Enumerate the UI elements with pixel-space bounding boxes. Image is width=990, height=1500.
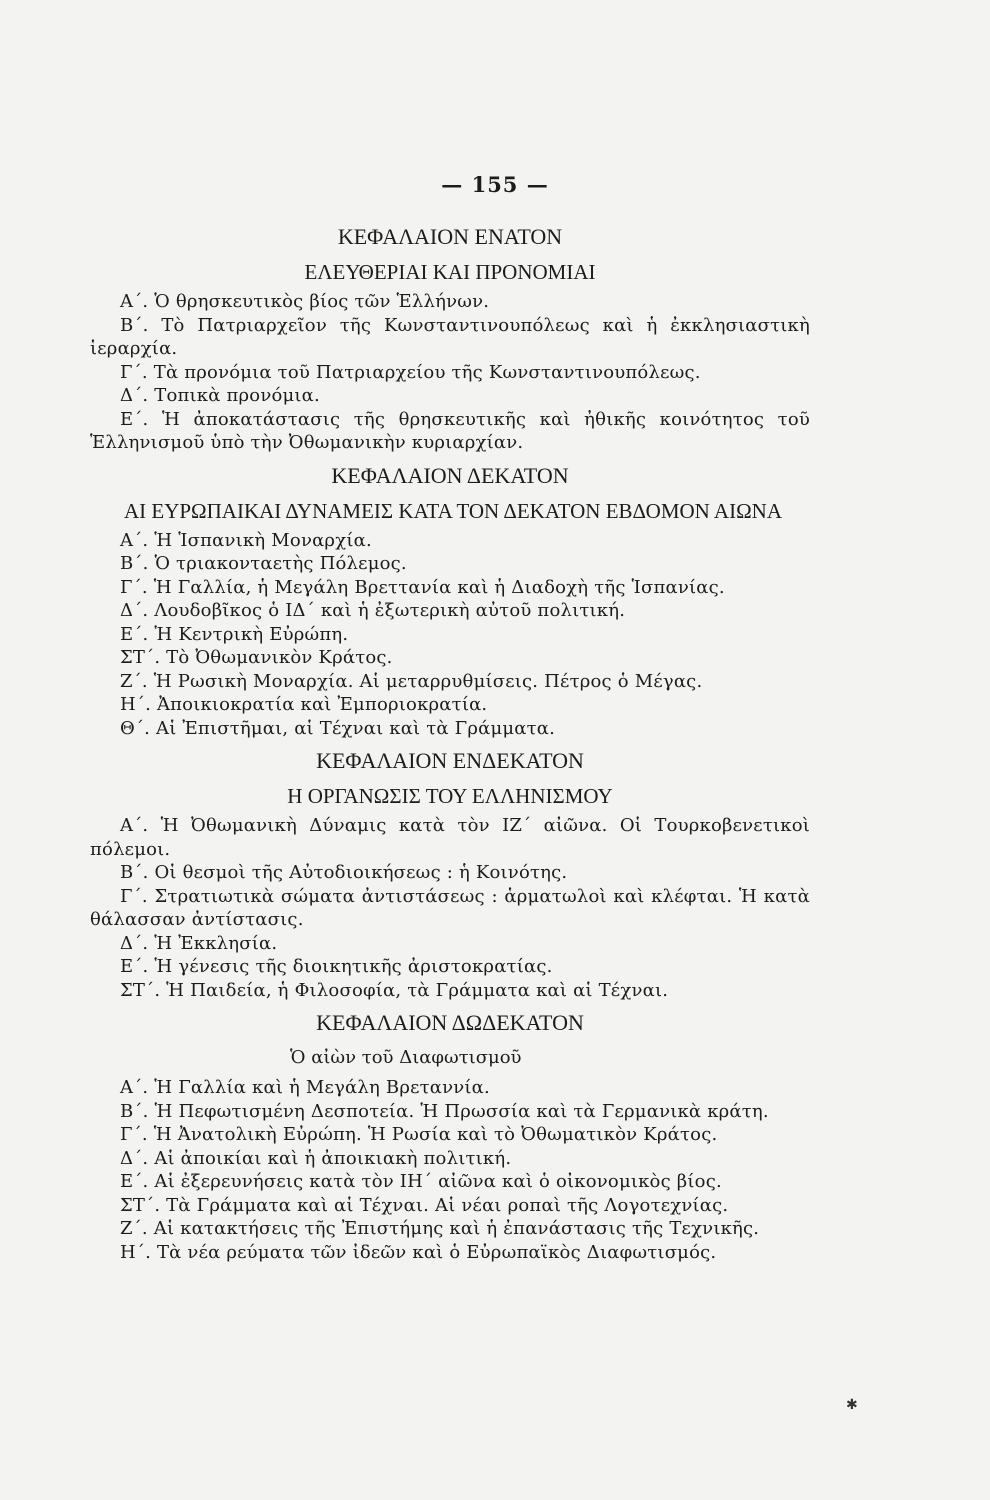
section-item: ΣΤ΄. Ἡ Παιδεία, ἡ Φιλοσοφία, τὰ Γράμματα καὶ αἱ Τέχναι.	[120, 979, 669, 1001]
chapter-9	[90, 222, 810, 455]
page-number: — 155 —	[441, 172, 549, 197]
section-item: Β΄. Οἱ θεσμοὶ τῆς Αὐτοδιοικήσεως : ἡ Κοινότης.	[120, 862, 568, 883]
section-item: Γ΄. Ἡ Γαλλία, ἡ Μεγάλη Βρεττανία καὶ ἡ Διαδοχὴ τῆς Ἱσπανίας.	[120, 576, 725, 598]
section-item: Ζ΄. Ἡ Ρωσικὴ Μοναρχία. Αἱ μεταρρυθμίσεις. Πέτρος ὁ Μέγας.	[120, 670, 703, 692]
section-item: Γ΄. Στρατιωτικὰ σώματα ἀντιστάσεως : ἁρματωλοὶ καὶ κλέφται. Ἡ κατὰ θάλασσαν ἀντίστασις.	[90, 885, 810, 930]
chapter-title: ΚΕΦΑΛΑΙΟΝ ΕΝΑΤΟΝ	[337, 224, 563, 249]
section-item: Θ΄. Αἱ Ἐπιστῆμαι, αἱ Τέχναι καὶ τὰ Γράμματα.	[120, 717, 556, 739]
section-item: Ε΄. Ἡ Κεντρικὴ Εὐρώπη.	[120, 623, 349, 645]
section-item: Γ΄. Ἡ Ἀνατολικὴ Εὐρώπη. Ἡ Ρωσία καὶ τὸ Ὀθωματικὸν Κράτος.	[120, 1124, 718, 1145]
section-item: Β΄. Ὁ τριακονταετὴς Πόλεμος.	[120, 553, 407, 574]
section-item: Δ΄. Αἱ ἀποικίαι καὶ ἡ ἀποικιακὴ πολιτική.	[120, 1147, 512, 1169]
chapter-title: ΚΕΦΑΛΑΙΟΝ ΔΕΚΑΤΟΝ	[331, 462, 569, 488]
chapter-subtitle: ΑΙ ΕΥΡΩΠΑΙΚΑΙ ΔΥΝΑΜΕΙΣ ΚΑΤΑ ΤΟΝ ΔΕΚΑΤΟΝ ΕΒΔΟΜΟΝ ΑΙΩΝΑ	[123, 498, 783, 523]
section-item: Η΄. Ἀποικιοκρατία καὶ Ἐμποριοκρατία.	[120, 694, 488, 715]
table-of-contents	[90, 222, 810, 1264]
section-item: Δ΄. Ἡ Ἐκκλησία.	[120, 932, 278, 954]
chapter-12	[90, 1008, 810, 1264]
section-item: ΣΤ΄. Τὸ Ὀθωμανικὸν Κράτος.	[120, 647, 393, 668]
section-item: ΣΤ΄. Τὰ Γράμματα καὶ αἱ Τέχναι. Αἱ νέαι ροπαὶ τῆς Λογοτεχνίας.	[120, 1194, 729, 1216]
section-item: Α΄. Ἡ Ἱσπανικὴ Μοναρχία.	[120, 529, 372, 551]
chapter-title: ΚΕΦΑΛΑΙΟΝ ΕΝΔΕΚΑΤΟΝ	[316, 748, 584, 773]
section-item: Δ΄. Τοπικὰ προνόμια.	[120, 385, 320, 406]
section-item: Α΄. Ὁ θρησκευτικὸς βίος τῶν Ἑλλήνων.	[120, 291, 490, 312]
section-item: Ζ΄. Αἱ κατακτήσεις τῆς Ἐπιστήμης καὶ ἡ ἐπανάστασις τῆς Τεχνικῆς.	[120, 1218, 760, 1239]
section-item: Δ΄. Λουδοβῖκος ὁ ΙΔ΄ καὶ ἡ ἐξωτερικὴ αὐτοῦ πολιτική.	[120, 600, 626, 621]
section-item: Α΄. Ἡ Ὀθωμανικὴ Δύναμις κατὰ τὸν ΙΖ΄ αἰῶνα. Οἱ Τουρκοβενετικοὶ πόλεμοι.	[90, 815, 810, 860]
section-item: Ε΄. Ἡ ἀποκατάστασις τῆς θρησκευτικῆς καὶ ἠθικῆς κοινότητος τοῦ Ἑλληνισμοῦ ὑπὸ τὴν Ὀθωμανικὴν κυριαρχίαν.	[90, 408, 810, 453]
chapter-title: ΚΕΦΑΛΑΙΟΝ ΔΩΔΕΚΑΤΟΝ	[316, 1010, 584, 1035]
section-item: Η΄. Τὰ νέα ρεύματα τῶν ἰδεῶν καὶ ὁ Εὐρωπαϊκὸς Διαφωτισμός.	[120, 1241, 717, 1263]
section-item: Β΄. Ἡ Πεφωτισμένη Δεσποτεία. Ἡ Πρωσσία καὶ τὰ Γερμανικὰ κράτη.	[120, 1100, 769, 1122]
section-item: Γ΄. Τὰ προνόμια τοῦ Πατριαρχείου τῆς Κωνσταντινουπόλεως.	[120, 361, 701, 383]
chapter-10	[90, 461, 810, 741]
section-item: Α΄. Ἡ Γαλλία καὶ ἡ Μεγάλη Βρεταννία.	[120, 1077, 490, 1098]
chapter-11	[90, 746, 810, 1002]
chapter-subtitle: Η ΟΡΓΑΝΩΣΙΣ ΤΟΥ ΕΛΛΗΝΙΣΜΟΥ	[287, 784, 613, 808]
chapter-subtitle: ΕΛΕΥΘΕΡΙΑΙ ΚΑΙ ΠΡΟΝΟΜΙΑΙ	[304, 260, 596, 284]
printer-mark-icon: ✱	[846, 1397, 858, 1413]
section-item: Β΄. Τὸ Πατριαρχεῖον τῆς Κωνσταντινουπόλεως καὶ ἡ ἐκκλησιαστικὴ ἱεραρχία.	[90, 314, 810, 359]
section-item: Ε΄. Ἡ γένεσις τῆς διοικητικῆς ἀριστοκρατίας.	[120, 956, 553, 977]
chapter-subtitle: Ὁ αἰὼν τοῦ Διαφωτισμοῦ	[290, 1047, 522, 1068]
section-item: Ε΄. Αἱ ἐξερευνήσεις κατὰ τὸν ΙΗ΄ αἰῶνα καὶ ὁ οἰκονομικὸς βίος.	[120, 1171, 722, 1192]
